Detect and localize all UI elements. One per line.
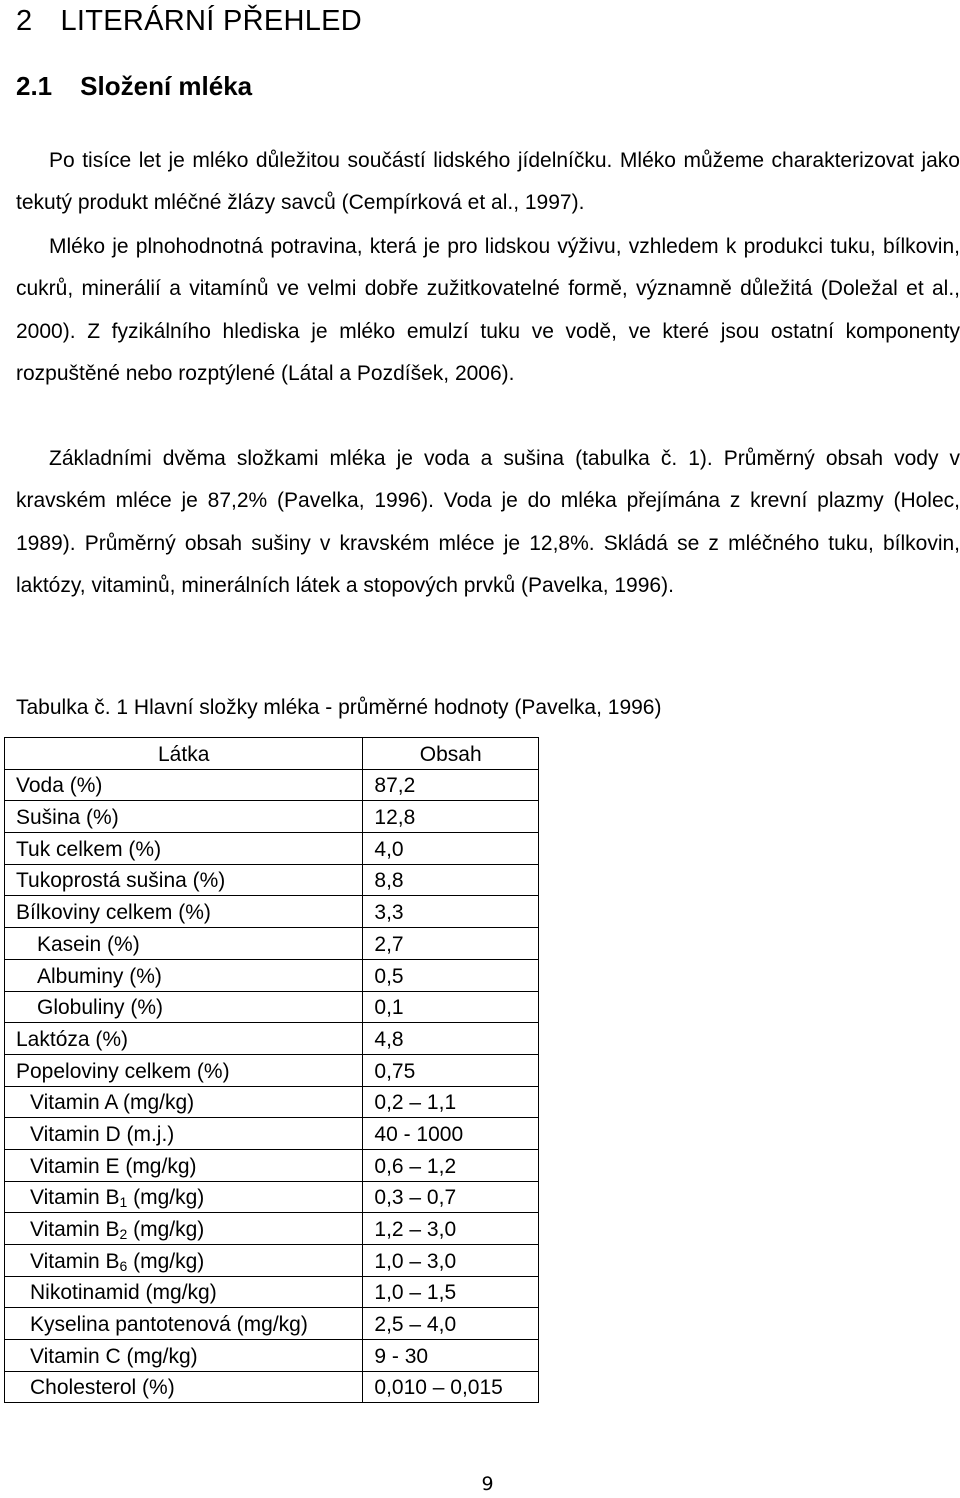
row-label: Tuk celkem (%)	[5, 833, 363, 865]
table-caption: Tabulka č. 1 Hlavní složky mléka - průměrné hodnoty (Pavelka, 1996)	[16, 696, 662, 719]
row-value: 8,8	[363, 864, 539, 896]
row-value: 2,7	[363, 928, 539, 960]
section-number: 2.1	[16, 71, 53, 101]
row-value: 87,2	[363, 769, 539, 801]
table-row	[5, 1245, 539, 1277]
table-row	[5, 991, 539, 1023]
row-value: 0,6 – 1,2	[363, 1149, 539, 1181]
row-value: 0,1	[363, 991, 539, 1023]
table-row	[5, 801, 539, 833]
row-label: Vitamin E (mg/kg)	[5, 1149, 363, 1181]
row-value: 1,2 – 3,0	[363, 1213, 539, 1245]
table-row	[5, 1181, 539, 1213]
row-label: Tukoprostá sušina (%)	[5, 864, 363, 896]
table-row	[5, 1371, 539, 1403]
row-value: 0,3 – 0,7	[363, 1181, 539, 1213]
chapter-title: LITERÁRNÍ PŘEHLED	[60, 5, 363, 37]
paragraph-3: Základními dvěma složkami mléka je voda a sušina (tabulka č. 1). Průměrný obsah vody v kravském mléce je 87,2% (Pavelka, 1996). Voda je do mléka přejímána z krevní plazmy (Holec, 1989). Průměrný obsah sušiny v kravském mléce je 12,8%. Skládá se z mléčného tuku, bílkovin, laktózy, vitaminů, minerálních látek a stopových prvků (Pavelka, 1996).	[16, 447, 960, 598]
row-label	[5, 1213, 363, 1245]
row-label: Laktóza (%)	[5, 1023, 363, 1055]
section-title: Složení mléka	[80, 71, 253, 101]
row-label: Vitamin D (m.j.)	[5, 1118, 363, 1150]
row-label: Cholesterol (%)	[5, 1371, 363, 1403]
row-value: 2,5 – 4,0	[363, 1308, 539, 1340]
table-row	[5, 864, 539, 896]
row-value: 4,0	[363, 833, 539, 865]
page-number: 9	[481, 1473, 494, 1495]
row-value: 1,0 – 3,0	[363, 1245, 539, 1277]
label-unit: (mg/kg)	[127, 1249, 205, 1273]
label-unit: (mg/kg)	[127, 1186, 205, 1210]
row-label: Voda (%)	[5, 769, 363, 801]
row-value: 12,8	[363, 801, 539, 833]
label-subscript: 2	[119, 1226, 128, 1242]
section-heading	[16, 68, 252, 104]
table-row	[5, 1308, 539, 1340]
milk-composition-table	[4, 737, 539, 1403]
row-value: 9 - 30	[363, 1340, 539, 1372]
table-row	[5, 928, 539, 960]
table-row	[5, 1086, 539, 1118]
table-row	[5, 1023, 539, 1055]
row-label: Globuliny (%)	[5, 991, 363, 1023]
table-row	[5, 1118, 539, 1150]
chapter-number: 2	[16, 5, 33, 37]
row-label: Nikotinamid (mg/kg)	[5, 1276, 363, 1308]
row-label: Sušina (%)	[5, 801, 363, 833]
row-label: Vitamin C (mg/kg)	[5, 1340, 363, 1372]
row-value: 1,0 – 1,5	[363, 1276, 539, 1308]
label-main: Vitamin B	[30, 1218, 120, 1241]
label-unit: (mg/kg)	[127, 1218, 205, 1241]
table-row	[5, 769, 539, 801]
row-label: Popeloviny celkem (%)	[5, 1054, 363, 1086]
row-value: 0,5	[363, 959, 539, 991]
table-row	[5, 1340, 539, 1372]
row-value: 3,3	[363, 896, 539, 928]
row-label: Kasein (%)	[5, 928, 363, 960]
label-main: Vitamin B	[30, 1186, 120, 1210]
row-value: 0,75	[363, 1054, 539, 1086]
table-row	[5, 1054, 539, 1086]
table-row	[5, 1276, 539, 1308]
table-row	[5, 896, 539, 928]
row-label	[5, 1245, 363, 1277]
chapter-heading	[16, 2, 362, 40]
row-label: Bílkoviny celkem (%)	[5, 896, 363, 928]
row-value: 0,2 – 1,1	[363, 1086, 539, 1118]
header-content: Obsah	[363, 738, 539, 770]
paragraph-2: Mléko je plnohodnotná potravina, která je pro lidskou výživu, vzhledem k produkci tuku, bílkovin, cukrů, minerálií a vitamínů ve velmi dobře zužitkovatelné formě, významně důležitá (Doležal et al., 2000). Z fyzikálního hlediska je mléko emulzí tuku ve vodě, ve které jsou ostatní komponenty rozpuštěné nebo rozptýlené (Látal a Pozdíšek, 2006).	[16, 235, 960, 386]
table-row	[5, 1149, 539, 1181]
table-row	[5, 833, 539, 865]
row-label: Albuminy (%)	[5, 959, 363, 991]
row-value: 0,010 – 0,015	[363, 1371, 539, 1403]
row-value: 40 - 1000	[363, 1118, 539, 1150]
paragraph-1: Po tisíce let je mléko důležitou součástí lidského jídelníčku. Mléko můžeme charakterizovat jako tekutý produkt mléčné žlázy savců (Cempírková et al., 1997).	[16, 149, 960, 215]
table-header-row	[5, 738, 539, 770]
label-subscript: 1	[119, 1194, 128, 1211]
row-label: Vitamin A (mg/kg)	[5, 1086, 363, 1118]
header-substance: Látka	[5, 738, 363, 770]
label-main: Vitamin B	[30, 1249, 120, 1273]
row-value: 4,8	[363, 1023, 539, 1055]
table-row	[5, 1213, 539, 1245]
label-subscript: 6	[119, 1257, 128, 1274]
row-label: Kyselina pantotenová (mg/kg)	[5, 1308, 363, 1340]
table-row	[5, 959, 539, 991]
row-label	[5, 1181, 363, 1213]
